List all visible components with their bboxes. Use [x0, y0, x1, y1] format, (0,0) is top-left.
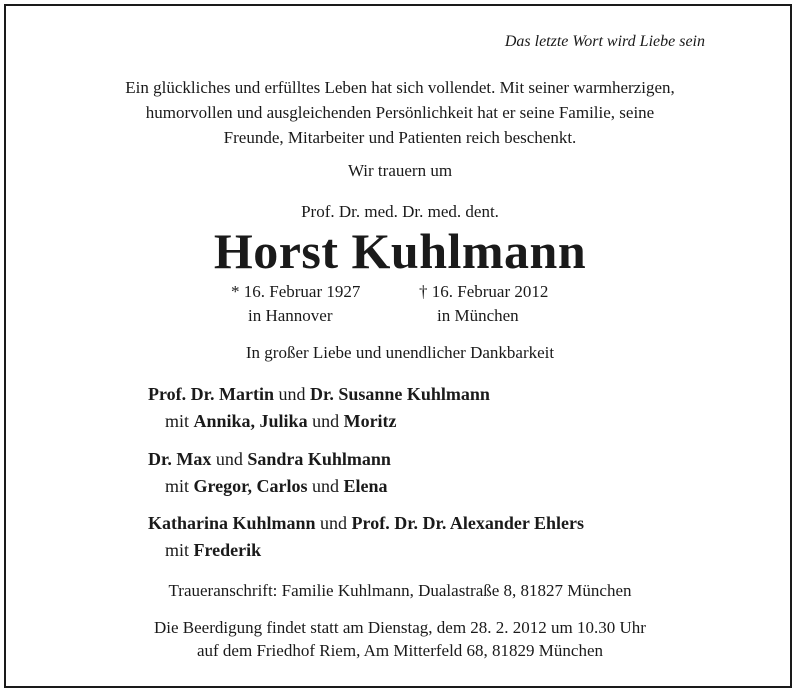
children-names: Annika, Julika	[193, 411, 308, 431]
address-line: Traueranschrift: Familie Kuhlmann, Dualastraße 8, 81827 München	[168, 581, 632, 600]
deceased-name: Horst Kuhlmann	[213, 223, 587, 279]
conjunction: und	[307, 411, 344, 431]
death-date: † 16. Februar 2012	[419, 282, 549, 301]
child-name: Moritz	[343, 411, 397, 431]
child-name: Elena	[343, 476, 388, 496]
intro-line: Ein glückliches und erfülltes Leben hat sich vollendet. Mit seiner warmherzigen,	[125, 78, 675, 97]
conjunction: und	[273, 384, 310, 404]
family-name: Prof. Dr. Dr. Alexander Ehlers	[351, 513, 585, 533]
mourning-line: Wir trauern um	[347, 161, 453, 180]
family-line	[148, 381, 490, 408]
intro-line: Freunde, Mitarbeiter und Patienten reich beschenkt.	[223, 128, 577, 147]
intro-line: humorvollen und ausgleichenden Persönlichkeit hat er seine Familie, seine	[145, 103, 655, 122]
family-name: Katharina Kuhlmann	[148, 513, 316, 533]
dedication-line: In großer Liebe und unendlicher Dankbarkeit	[245, 343, 555, 362]
conjunction: und	[211, 449, 248, 469]
death-info	[419, 280, 548, 328]
children-line	[148, 408, 490, 435]
children-line	[148, 473, 391, 500]
funeral-line: Die Beerdigung findet statt am Dienstag, dem 28. 2. 2012 um 10.30 Uhr	[154, 618, 646, 637]
with-word: mit	[165, 411, 194, 431]
funeral-line: auf dem Friedhof Riem, Am Mitterfeld 68, 81829 München	[196, 641, 604, 660]
family-name: Dr. Susanne Kuhlmann	[309, 384, 490, 404]
children-line	[148, 537, 584, 564]
death-place: in München	[437, 306, 519, 325]
children-names: Gregor, Carlos	[193, 476, 308, 496]
family-name: Sandra Kuhlmann	[247, 449, 391, 469]
family-group	[148, 446, 391, 500]
birth-info	[231, 280, 360, 328]
academic-title: Prof. Dr. med. Dr. med. dent.	[301, 202, 499, 221]
intro-text	[0, 75, 800, 150]
conjunction: und	[315, 513, 352, 533]
family-name: Dr. Max	[148, 449, 212, 469]
child-name: Frederik	[193, 540, 262, 560]
birth-date: * 16. Februar 1927	[231, 282, 361, 301]
with-word: mit	[165, 540, 194, 560]
with-word: mit	[165, 476, 194, 496]
family-group	[148, 381, 490, 435]
family-line	[148, 510, 584, 537]
family-name: Prof. Dr. Martin	[148, 384, 274, 404]
family-line	[148, 446, 391, 473]
conjunction: und	[307, 476, 344, 496]
family-group	[148, 510, 584, 564]
birth-place: in Hannover	[248, 306, 333, 325]
motto: Das letzte Wort wird Liebe sein	[504, 33, 705, 50]
